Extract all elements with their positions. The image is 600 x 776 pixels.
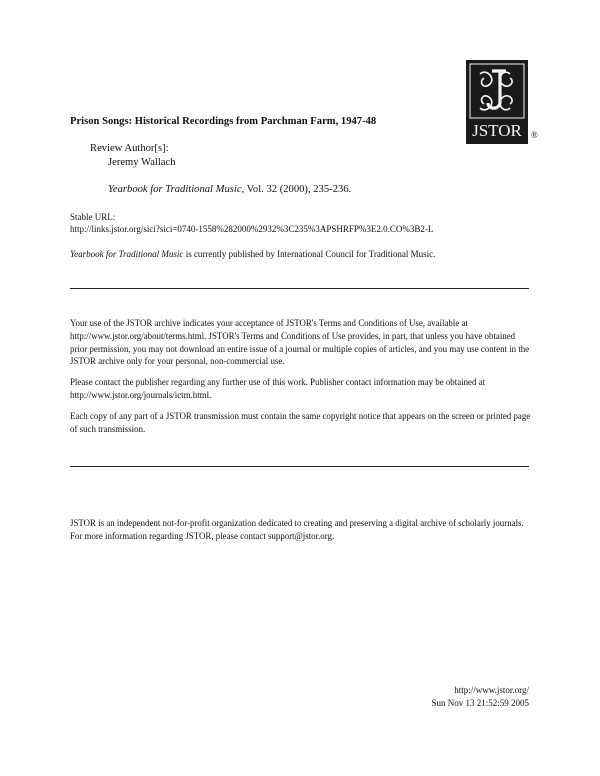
page-title: Prison Songs: Historical Recordings from Parchman Farm, 1947-48 <box>70 116 377 127</box>
jstor-logo-text: JSTOR <box>472 121 522 140</box>
divider <box>70 466 529 467</box>
stable-url-link[interactable]: http://links.jstor.org/sici?sici=0740-1558%282000%2932%3C235%3APSHRFP%3E2.0.CO%3B2-L <box>70 224 434 234</box>
review-author-label: Review Author[s]: <box>90 143 169 154</box>
publisher-line <box>70 249 435 259</box>
citation-journal: Yearbook for Traditional Music <box>108 184 242 195</box>
terms-paragraph: Your use of the JSTOR archive indicates your acceptance of JSTOR's Terms and Conditions of Use, available at http://www.jstor.org/about/terms.html. JSTOR's Terms and Conditions of Use provides, in part, that unless you have obtained prior permission, you may not download an entire issue of a journal or multiple copies of articles, and you may use content in the JSTOR archive only for your personal, non-commercial use. <box>70 318 530 367</box>
citation-details: , Vol. 32 (2000), 235-236. <box>241 184 352 195</box>
copyright-notice-paragraph: Each copy of any part of a JSTOR transmission must contain the same copyright notice that appears on the screen or printed page of such transmission. <box>70 411 531 434</box>
review-author: Jeremy Wallach <box>108 157 176 168</box>
publisher-contact-paragraph: Please contact the publisher regarding any further use of this work. Publisher contact information may be obtained at http://www.jstor.org/journals/ictm.html. <box>70 377 486 400</box>
citation <box>108 184 351 195</box>
registered-mark: ® <box>531 130 538 140</box>
jstor-logo <box>466 60 528 144</box>
footer-url[interactable]: http://www.jstor.org/ <box>454 685 529 695</box>
footer-timestamp: Sun Nov 13 21:52:59 2005 <box>431 698 529 708</box>
stable-url-label: Stable URL: <box>70 212 116 222</box>
publisher-text: is currently published by International Council for Traditional Music. <box>183 249 436 259</box>
divider <box>70 288 529 289</box>
publisher-journal: Yearbook for Traditional Music <box>70 249 184 259</box>
jstor-about-paragraph: JSTOR is an independent not-for-profit organization dedicated to creating and preserving a digital archive of scholarly journals. For more information regarding JSTOR, please contact support@jstor.org. <box>70 518 524 541</box>
